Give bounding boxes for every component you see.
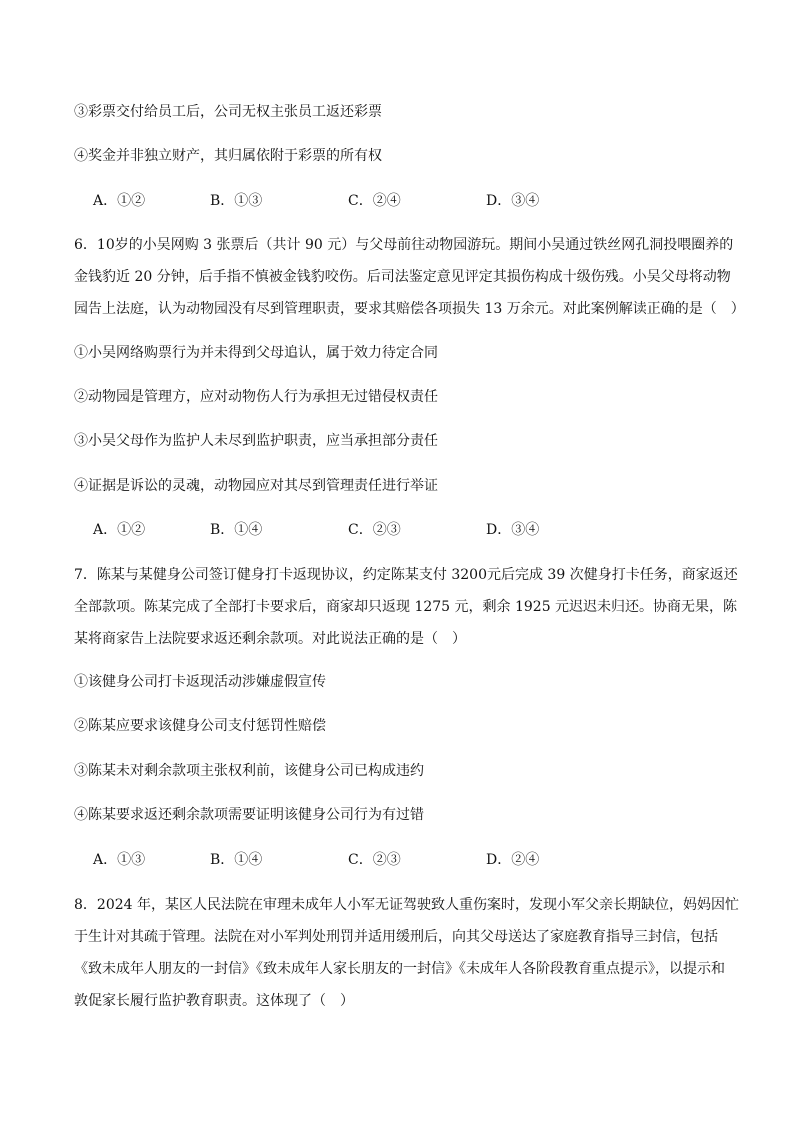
q6-stem-line: 园告上法庭，认为动物园没有尽到管理职责，要求其赔偿各项损失 13 万余元。对此案例解读正确的是（ ） xyxy=(74,301,745,317)
q6-option-d[interactable]: D．③④ xyxy=(486,522,540,538)
q6-option-a[interactable]: A．①② xyxy=(93,522,146,538)
q8-stem-line: 《致未成年人朋友的一封信》《致未成年人家长朋友的一封信》《未成年人各阶段教育重点提示》，以提示和 xyxy=(74,961,725,977)
q7-option-d[interactable]: D．②④ xyxy=(486,852,540,868)
q7-options xyxy=(93,850,693,870)
q7-item-1: ①该健身公司打卡返现活动涉嫌虚假宣传 xyxy=(74,674,326,690)
q6-option-b[interactable]: B．①④ xyxy=(210,522,263,538)
q6-options xyxy=(93,520,693,540)
q6-item-4: ④证据是诉讼的灵魂，动物园应对其尽到管理责任进行举证 xyxy=(74,478,438,494)
q6-stem xyxy=(74,229,745,325)
q6-stem-line: 金钱豹近 20 分钟，后手指不慎被金钱豹咬伤。后司法鉴定意见评定其损伤构成十级伤残。小吴父母将动物 xyxy=(74,269,731,285)
q5-item-3: ③彩票交付给员工后，公司无权主张员工返还彩票 xyxy=(74,104,382,120)
q7-stem-line: 某将商家告上法院要求返还剩余款项。对此说法正确的是（ ） xyxy=(74,631,466,647)
q7-item-3: ③陈某未对剩余款项主张权利前，该健身公司已构成违约 xyxy=(74,763,424,779)
q8-stem-line: 8．2024 年，某区人民法院在审理未成年人小军无证驾驶致人重伤案时，发现小军父亲长期缺位，妈妈因忙 xyxy=(74,897,739,913)
q5-options xyxy=(93,191,693,211)
q6-item-3: ③小吴父母作为监护人未尽到监护职责，应当承担部分责任 xyxy=(74,433,438,449)
q6-option-c[interactable]: C．②③ xyxy=(348,522,401,538)
q7-option-c[interactable]: C．②③ xyxy=(348,852,401,868)
q7-option-a[interactable]: A．①③ xyxy=(93,852,146,868)
q5-option-a[interactable]: A．①② xyxy=(93,193,146,209)
q5-option-c[interactable]: C．②④ xyxy=(348,193,401,209)
q8-stem-line: 敦促家长履行监护教育职责。这体现了（ ） xyxy=(74,993,354,1009)
q7-option-b[interactable]: B．①④ xyxy=(210,852,263,868)
q7-item-2: ②陈某应要求该健身公司支付惩罚性赔偿 xyxy=(74,718,326,734)
q6-item-1: ①小吴网络购票行为并未得到父母追认，属于效力待定合同 xyxy=(74,345,438,361)
q7-stem-line: 7．陈某与某健身公司签订健身打卡返现协议，约定陈某支付 3200元后完成 39 次健身打卡任务，商家返还 xyxy=(74,567,738,583)
q6-item-2: ②动物园是管理方，应对动物伤人行为承担无过错侵权责任 xyxy=(74,389,438,405)
q6-stem-line: 6．10岁的小吴网购 3 张票后（共计 90 元）与父母前往动物园游玩。期间小吴通过铁丝网孔洞投喂圈养的 xyxy=(74,237,734,253)
q8-stem xyxy=(74,889,739,1017)
q8-stem-line: 于生计对其疏于管理。法院在对小军判处刑罚并适用缓刑后，向其父母送达了家庭教育指导三封信，包括 xyxy=(74,929,718,945)
q5-item-4: ④奖金并非独立财产，其归属依附于彩票的所有权 xyxy=(74,148,382,164)
q5-option-b[interactable]: B．①③ xyxy=(210,193,263,209)
q5-option-d[interactable]: D．③④ xyxy=(486,193,540,209)
q7-stem-line: 全部款项。陈某完成了全部打卡要求后，商家却只返现 1275 元，剩余 1925 元迟迟未归还。协商无果，陈 xyxy=(74,599,738,615)
q7-stem xyxy=(74,559,738,655)
q7-item-4: ④陈某要求返还剩余款项需要证明该健身公司行为有过错 xyxy=(74,807,424,823)
